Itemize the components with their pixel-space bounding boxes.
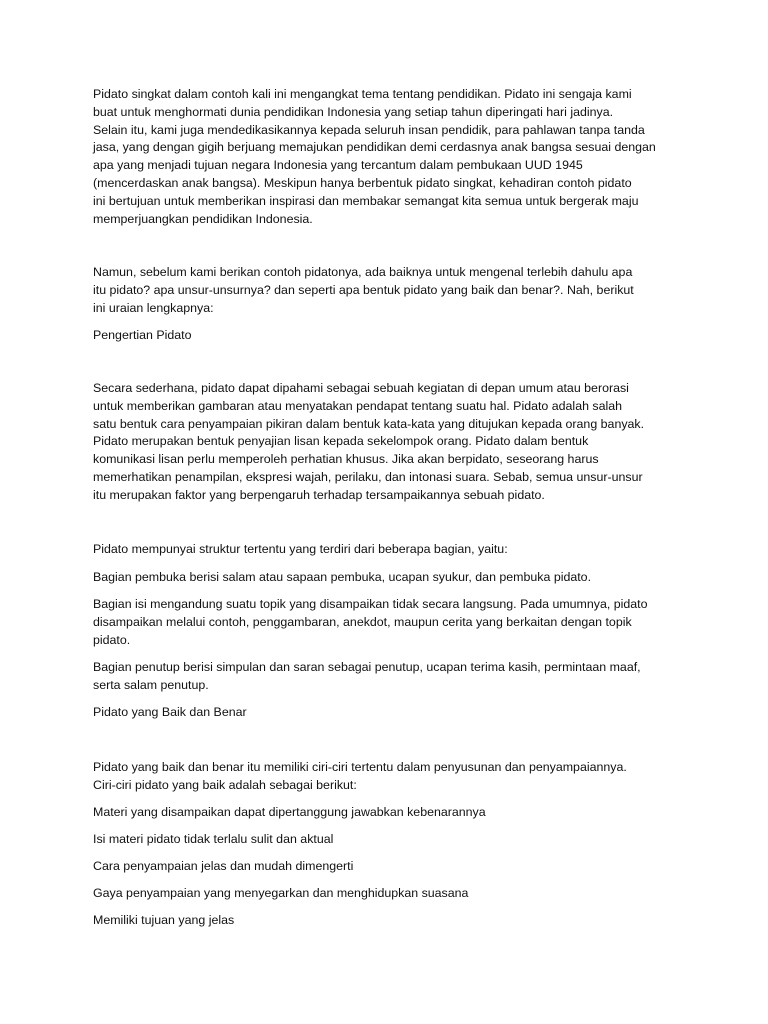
criteria-item: Memiliki tujuan yang jelas	[93, 913, 235, 927]
text-line: Ciri-ciri pidato yang baik adalah sebagai berikut:	[93, 777, 357, 792]
criteria-item: Gaya penyampaian yang menyegarkan dan menghidupkan suasana	[93, 886, 469, 900]
text-line: Namun, sebelum kami berikan contoh pidatonya, ada baiknya untuk mengenal terlebih dahulu apa	[93, 265, 633, 279]
text-line: Bagian isi mengandung suatu topik yang disampaikan tidak secara langsung. Pada umumnya, pidato	[93, 597, 648, 611]
text-line: serta salam penutup.	[93, 677, 209, 692]
text-line: ini uraian lengkapnya:	[93, 300, 214, 315]
criteria-item: Materi yang disampaikan dapat dipertanggung jawabkan kebenarannya	[93, 805, 486, 819]
text-line: (mencerdaskan anak bangsa). Meskipun hanya berbentuk pidato singkat, kehadiran contoh pidato	[93, 175, 632, 190]
text-line: ini bertujuan untuk memberikan inspirasi dan membakar semangat kita semua untuk bergerak maju	[93, 193, 639, 208]
text-line: buat untuk menghormati dunia pendidikan Indonesia yang setiap tahun diperingati hari jadinya.	[93, 104, 614, 119]
text-line: Pidato merupakan bentuk penyajian lisan kepada sekelompok orang. Pidato dalam bentuk	[93, 434, 589, 449]
transition-paragraph	[93, 264, 683, 317]
structure-closing	[93, 659, 683, 695]
text-line: itu merupakan faktor yang berpengaruh terhadap tersampaikannya sebuah pidato.	[93, 487, 545, 502]
text-line: jasa, yang dengan gigih berjuang memajukan pendidikan demi cerdasnya anak bangsa sesuai dengan	[93, 140, 656, 155]
text-line: Pidato singkat dalam contoh kali ini mengangkat tema tentang pendidikan. Pidato ini sengaja kami	[93, 87, 632, 101]
structure-opening: Bagian pembuka berisi salam atau sapaan pembuka, ucapan syukur, dan pembuka pidato.	[93, 570, 592, 584]
text-line: untuk memberikan gambaran atau menyatakan pendapat tentang suatu hal. Pidato adalah salah	[93, 398, 623, 413]
heading-definition: Pengertian Pidato	[93, 328, 192, 342]
text-line: Selain itu, kami juga mendedikasikannya kepada seluruh insan pendidik, para pahlawan tanpa tanda	[93, 122, 645, 137]
structure-body	[93, 596, 683, 649]
text-line: Pidato yang baik dan benar itu memiliki ciri-ciri tertentu dalam penyusunan dan penyampaiannya.	[93, 760, 627, 774]
text-line: komunikasi lisan perlu memperoleh perhatian khusus. Jika akan berpidato, seseorang harus	[93, 452, 599, 467]
text-line: disampaikan melalui contoh, penggambaran, anekdot, maupun cerita yang berkaitan dengan topik	[93, 614, 632, 629]
good-speech-intro	[93, 759, 683, 795]
text-line: Bagian penutup berisi simpulan dan saran sebagai penutup, ucapan terima kasih, permintaan maaf,	[93, 660, 641, 674]
definition-paragraph	[93, 380, 683, 505]
text-line: memerhatikan penampilan, ekspresi wajah, perilaku, dan intonasi suara. Sebab, semua unsur-unsur	[93, 469, 643, 484]
text-line: pidato.	[93, 632, 131, 647]
text-line: apa yang menjadi tujuan negara Indonesia yang tercantum dalam pembukaan UUD 1945	[93, 158, 583, 173]
text-line: Secara sederhana, pidato dapat dipahami sebagai sebuah kegiatan di depan umum atau berorasi	[93, 381, 629, 395]
intro-paragraph	[93, 86, 683, 228]
text-line: satu bentuk cara penyampaian pikiran dalam bentuk kata-kata yang ditujukan kepada orang banyak.	[93, 416, 645, 431]
structure-intro: Pidato mempunyai struktur tertentu yang terdiri dari beberapa bagian, yaitu:	[93, 542, 508, 556]
text-line: memperjuangkan pendidikan Indonesia.	[93, 211, 313, 226]
criteria-item: Isi materi pidato tidak terlalu sulit dan aktual	[93, 832, 334, 846]
criteria-item: Cara penyampaian jelas dan mudah dimengerti	[93, 859, 354, 873]
heading-good-speech: Pidato yang Baik dan Benar	[93, 705, 247, 719]
text-line: itu pidato? apa unsur-unsurnya? dan seperti apa bentuk pidato yang baik dan benar?. Nah, berikut	[93, 282, 634, 297]
